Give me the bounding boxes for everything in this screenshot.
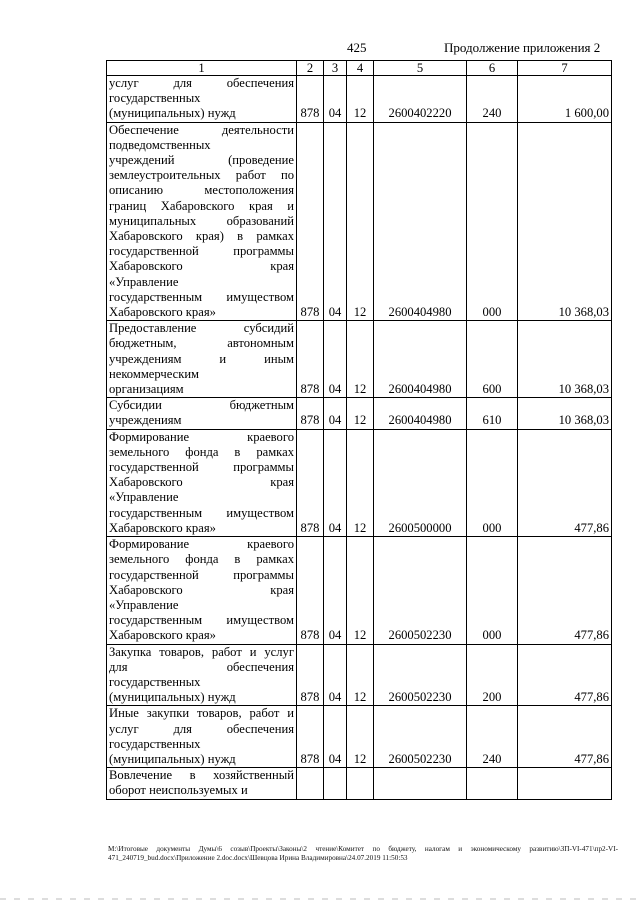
description-line: государственных: [109, 674, 201, 689]
description-line: подведомственных: [109, 137, 211, 152]
description-line: государственным имуществом: [109, 613, 294, 628]
scan-edge-artifact: [0, 898, 640, 900]
amount-cell: 477,86: [518, 537, 612, 644]
row-description: [107, 429, 297, 536]
target-article-cell: 2600502230: [374, 537, 467, 644]
description-line: «Управление: [109, 597, 179, 612]
expense-type-cell: 240: [467, 76, 518, 123]
document-file-path: М:\Итоговые документы Думы\6 созыв\Проекты\Законы\2 чтение\Комитет по бюджету, налогам и экономическому развитию\ЗП-VI-471\пр2-VI-471_240719_bud.docx\Приложение 2.doc.docx\Шевцова Ирина Владимировна\24.07.2019 11:50:53: [108, 845, 618, 862]
subsection-code-cell: 12: [347, 398, 374, 429]
section-code-cell: 04: [324, 644, 347, 706]
description-line: земельного фонда в рамках: [109, 444, 294, 459]
table-row: [107, 706, 612, 768]
target-article-cell: 2600502230: [374, 644, 467, 706]
description-line: Хабаровского края) в рамках: [109, 229, 294, 244]
amount-cell: 10 368,03: [518, 321, 612, 398]
column-header: 1: [107, 61, 297, 76]
column-header: 4: [347, 61, 374, 76]
budget-table: [106, 60, 612, 800]
expense-type-cell: 000: [467, 429, 518, 536]
subsection-code-cell: [347, 768, 374, 799]
section-code-cell: [324, 768, 347, 799]
expense-type-cell: 600: [467, 321, 518, 398]
target-article-cell: 2600404980: [374, 122, 467, 321]
subsection-code-cell: 12: [347, 76, 374, 123]
column-header: 7: [518, 61, 612, 76]
table-row: [107, 537, 612, 644]
description-line: Хабаровского края: [109, 582, 294, 597]
table-row: [107, 429, 612, 536]
section-code-cell: 04: [324, 122, 347, 321]
admin-code-cell: 878: [297, 537, 324, 644]
description-line: услуг для обеспечения: [109, 721, 294, 736]
target-article-cell: 2600500000: [374, 429, 467, 536]
row-description: [107, 321, 297, 398]
section-code-cell: 04: [324, 398, 347, 429]
admin-code-cell: 878: [297, 122, 324, 321]
expense-type-cell: [467, 768, 518, 799]
description-line: Субсидии бюджетным: [109, 398, 294, 413]
description-line: (муниципальных) нужд: [109, 751, 236, 766]
amount-cell: 10 368,03: [518, 122, 612, 321]
subsection-code-cell: 12: [347, 706, 374, 768]
admin-code-cell: [297, 768, 324, 799]
column-header: 3: [324, 61, 347, 76]
column-header: 6: [467, 61, 518, 76]
description-line: государственной программы: [109, 244, 294, 259]
row-description: [107, 644, 297, 706]
description-line: Хабаровского края»: [109, 305, 216, 320]
description-line: Предоставление субсидий: [109, 321, 294, 336]
description-line: Хабаровского края: [109, 475, 294, 490]
description-line: государственной программы: [109, 460, 294, 475]
description-line: Вовлечение в хозяйственный: [109, 768, 294, 783]
table-row: [107, 122, 612, 321]
target-article-cell: 2600502230: [374, 706, 467, 768]
amount-cell: 10 368,03: [518, 398, 612, 429]
description-line: государственных: [109, 736, 201, 751]
row-description: [107, 76, 297, 123]
admin-code-cell: 878: [297, 398, 324, 429]
description-line: бюджетным, автономным: [109, 336, 294, 351]
column-header: 5: [374, 61, 467, 76]
admin-code-cell: 878: [297, 76, 324, 123]
description-line: границ Хабаровского края и: [109, 198, 294, 213]
table-row: [107, 768, 612, 799]
section-code-cell: 04: [324, 321, 347, 398]
row-description: [107, 398, 297, 429]
expense-type-cell: 610: [467, 398, 518, 429]
description-line: некоммерческим: [109, 366, 200, 381]
subsection-code-cell: 12: [347, 429, 374, 536]
amount-cell: 477,86: [518, 644, 612, 706]
description-line: землеустроительных работ по: [109, 168, 294, 183]
appendix-continuation-label: Продолжение приложения 2: [444, 40, 601, 55]
amount-cell: 1 600,00: [518, 76, 612, 123]
subsection-code-cell: 12: [347, 321, 374, 398]
description-line: Хабаровского края: [109, 259, 294, 274]
section-code-cell: 04: [324, 537, 347, 644]
description-line: услуг для обеспечения: [109, 76, 294, 90]
admin-code-cell: 878: [297, 644, 324, 706]
description-line: описанию местоположения: [109, 183, 294, 198]
description-line: учреждениям: [109, 413, 182, 428]
description-line: учреждений (проведение: [109, 153, 294, 168]
subsection-code-cell: 12: [347, 644, 374, 706]
subsection-code-cell: 12: [347, 537, 374, 644]
description-line: Формирование краевого: [109, 429, 294, 444]
target-article-cell: 2600404980: [374, 321, 467, 398]
description-line: оборот неиспользуемых и: [109, 783, 248, 798]
amount-cell: 477,86: [518, 429, 612, 536]
section-code-cell: 04: [324, 76, 347, 123]
description-line: государственным имуществом: [109, 289, 294, 304]
target-article-cell: 2600402220: [374, 76, 467, 123]
description-line: для обеспечения: [109, 659, 294, 674]
description-line: государственных: [109, 91, 201, 106]
table-row: [107, 644, 612, 706]
subsection-code-cell: 12: [347, 122, 374, 321]
description-line: Хабаровского края»: [109, 520, 216, 535]
expense-type-cell: 000: [467, 537, 518, 644]
expense-type-cell: 200: [467, 644, 518, 706]
description-line: государственным имуществом: [109, 505, 294, 520]
description-line: «Управление: [109, 274, 179, 289]
column-header: 2: [297, 61, 324, 76]
page-number: 425: [347, 40, 367, 55]
description-line: (муниципальных) нужд: [109, 106, 236, 121]
description-line: организациям: [109, 382, 184, 397]
description-line: Иные закупки товаров, работ и: [109, 706, 294, 721]
description-line: «Управление: [109, 490, 179, 505]
target-article-cell: 2600404980: [374, 398, 467, 429]
description-line: Хабаровского края»: [109, 628, 216, 643]
description-line: государственной программы: [109, 567, 294, 582]
section-code-cell: 04: [324, 706, 347, 768]
description-line: Закупка товаров, работ и услуг: [109, 644, 294, 659]
table-row: [107, 321, 612, 398]
expense-type-cell: 000: [467, 122, 518, 321]
admin-code-cell: 878: [297, 321, 324, 398]
admin-code-cell: 878: [297, 429, 324, 536]
table-row: [107, 398, 612, 429]
row-description: [107, 122, 297, 321]
amount-cell: 477,86: [518, 706, 612, 768]
expense-type-cell: 240: [467, 706, 518, 768]
row-description: [107, 537, 297, 644]
description-line: земельного фонда в рамках: [109, 552, 294, 567]
description-line: муниципальных образований: [109, 213, 294, 228]
target-article-cell: [374, 768, 467, 799]
description-line: (муниципальных) нужд: [109, 690, 236, 705]
admin-code-cell: 878: [297, 706, 324, 768]
description-line: учреждениям и иным: [109, 351, 294, 366]
row-description: [107, 706, 297, 768]
row-description: [107, 768, 297, 799]
table-header-row: [107, 61, 612, 76]
section-code-cell: 04: [324, 429, 347, 536]
description-line: Формирование краевого: [109, 537, 294, 552]
amount-cell: [518, 768, 612, 799]
table-row: [107, 76, 612, 123]
description-line: Обеспечение деятельности: [109, 122, 294, 137]
